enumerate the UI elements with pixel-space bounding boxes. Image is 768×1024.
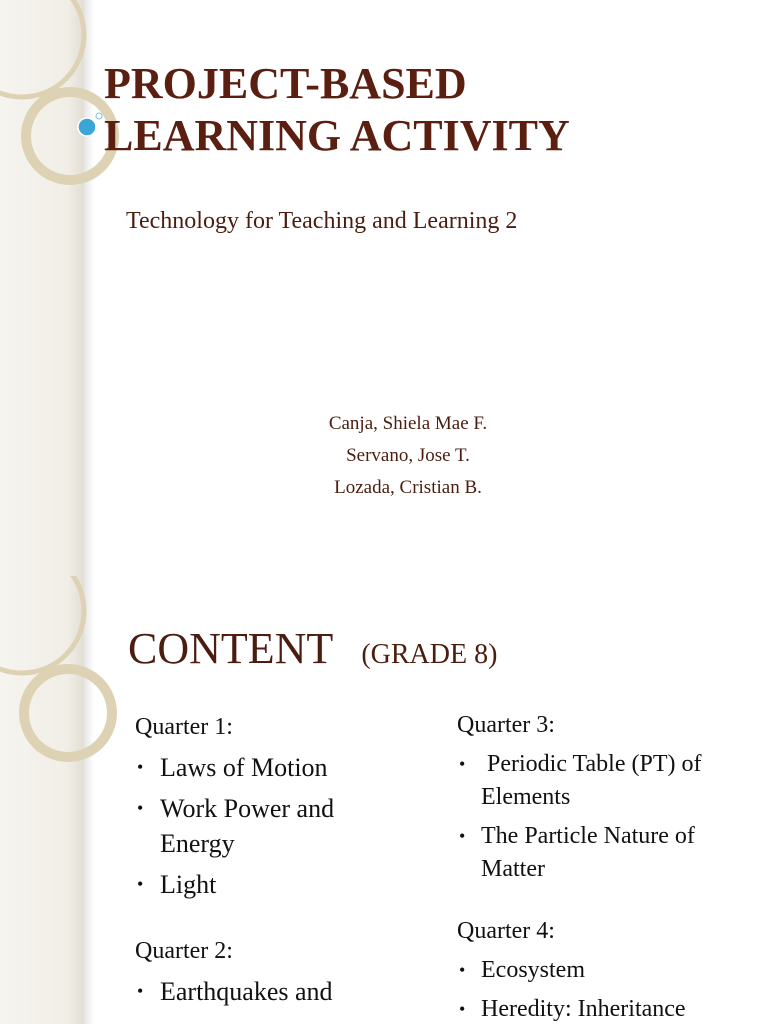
- author-name: Servano, Jose T.: [346, 445, 470, 466]
- slide-title: [104, 58, 724, 162]
- quarter-label: Quarter 4:: [457, 918, 555, 944]
- bullet-icon: •: [459, 960, 466, 980]
- list-item: [135, 974, 405, 1009]
- author-list: [190, 408, 626, 504]
- bullet-icon: •: [137, 798, 144, 818]
- ring-large: [0, 576, 84, 673]
- small-bead: [96, 113, 102, 119]
- left-column: [135, 712, 405, 1015]
- topic-text: The Particle Nature of Matter: [481, 823, 695, 882]
- heading-text: CONTENT: [128, 624, 334, 673]
- ring-small: [24, 669, 112, 757]
- author-name: Lozada, Cristian B.: [334, 477, 482, 498]
- bullet-icon: •: [137, 757, 144, 777]
- list-item: [135, 791, 405, 861]
- quarter-topic-list: [457, 748, 747, 886]
- bullet-icon: •: [137, 981, 144, 1001]
- bullet-icon: •: [137, 874, 144, 894]
- list-item: [457, 748, 747, 814]
- topic-text: Heredity: Inheritance: [481, 996, 686, 1022]
- content-heading: [128, 623, 497, 674]
- bullet-icon: •: [459, 754, 466, 774]
- quarter-topic-list: [457, 954, 747, 1024]
- list-item: [135, 750, 405, 785]
- slide-subtitle: Technology for Teaching and Learning 2: [126, 208, 518, 234]
- topic-text: Laws of Motion: [160, 753, 328, 782]
- quarter-label: Quarter 3:: [457, 712, 555, 738]
- title-line-1: PROJECT-BASED: [104, 59, 467, 108]
- list-item: [457, 954, 747, 987]
- topic-text: Ecosystem: [481, 957, 585, 983]
- list-item: [135, 867, 405, 902]
- blue-bead: [78, 118, 96, 136]
- title-line-2: LEARNING ACTIVITY: [104, 111, 570, 160]
- ring-small: [26, 92, 114, 180]
- bullet-icon: •: [459, 999, 466, 1019]
- list-item: [457, 820, 747, 886]
- decorative-rings: [0, 576, 140, 776]
- heading-grade: (GRADE 8): [361, 639, 498, 670]
- ring-large: [0, 0, 84, 97]
- author-name: Canja, Shiela Mae F.: [328, 413, 488, 434]
- quarter-topic-list: [135, 750, 405, 902]
- topic-text: Work Power and Energy: [160, 794, 335, 858]
- content-slide: [0, 576, 768, 1024]
- topic-text: Periodic Table (PT) of Elements: [481, 751, 708, 810]
- topic-text: Light: [160, 870, 217, 899]
- bullet-icon: •: [459, 826, 466, 846]
- topic-text: Earthquakes and: [160, 977, 333, 1006]
- quarter-label: Quarter 1:: [135, 714, 233, 740]
- quarter-topic-list: [135, 974, 405, 1009]
- quarter-label: Quarter 2:: [135, 938, 233, 964]
- list-item: [457, 993, 747, 1024]
- right-column: [457, 710, 747, 1024]
